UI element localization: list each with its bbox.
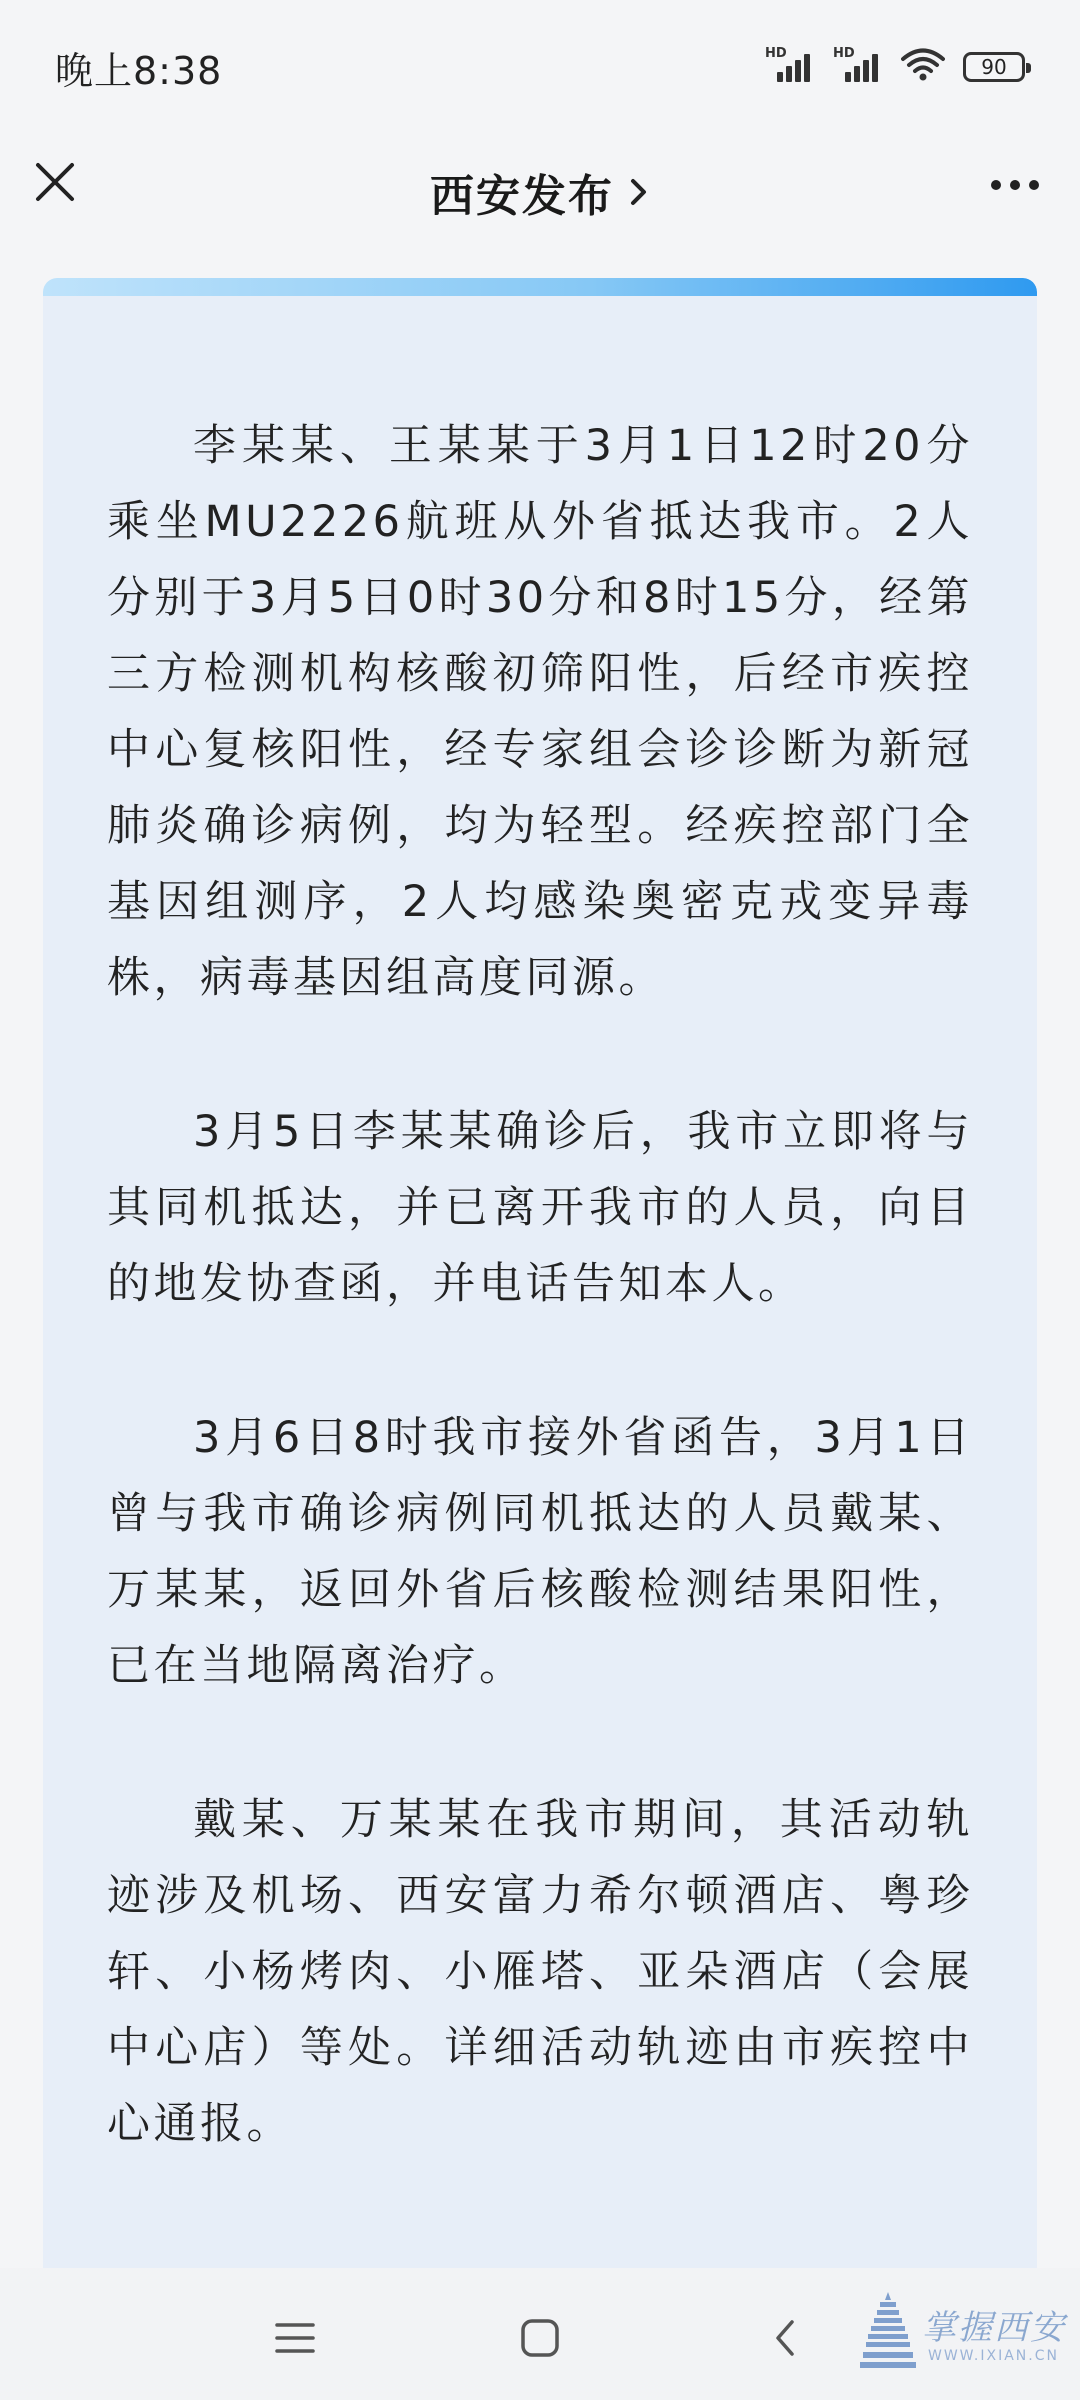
back-icon (770, 2316, 800, 2360)
signal-hd-label: HD (765, 46, 787, 61)
more-icon-dot (1010, 180, 1020, 190)
cellular-signal-icon (833, 46, 883, 82)
more-icon-dot (1029, 180, 1039, 190)
home-icon (519, 2317, 561, 2359)
more-button[interactable] (980, 160, 1050, 210)
status-time: 晚上8:38 (55, 49, 223, 93)
watermark-url: WWW.IXIAN.CN (928, 2348, 1059, 2364)
chevron-right-icon (628, 175, 650, 209)
home-button[interactable] (500, 2298, 580, 2378)
battery-level: 90 (981, 55, 1007, 79)
page-title: 西安发布 (430, 171, 614, 222)
account-title-link[interactable] (0, 160, 1080, 224)
article-card (43, 278, 1037, 2268)
more-icon-dot (991, 180, 1001, 190)
title-bar (0, 130, 1080, 240)
article-paragraph: 李某某、王某某于3月1日12时20分乘坐MU2226航班从外省抵达我市。2人分别于3月5日0时30分和8时15分，经第三方检测机构核酸初筛阳性，后经市疾控中心复核阳性，经专家组会诊诊断为新冠肺炎确诊病例，均为轻型。经疾控部门全基因组测序，2人均感染奥密克戎变异毒株，病毒基因组高度同源。 (107, 421, 973, 1003)
article-body (107, 408, 973, 2240)
status-icons (765, 42, 1025, 82)
cellular-signal-icon (765, 46, 815, 82)
menu-icon (273, 2318, 317, 2358)
pagoda-logo-icon (860, 2290, 916, 2376)
article-paragraph: 戴某、万某某在我市期间，其活动轨迹涉及机场、西安富力希尔顿酒店、粤珍轩、小杨烤肉、小雁塔、亚朵酒店（会展中心店）等处。详细活动轨迹由市疾控中心通报。 (107, 1795, 973, 2149)
signal-hd-label: HD (833, 46, 855, 61)
article-paragraph: 3月6日8时我市接外省函告，3月1日曾与我市确诊病例同机抵达的人员戴某、万某某，返回外省后核酸检测结果阳性，已在当地隔离治疗。 (107, 1413, 973, 1691)
recent-apps-button[interactable] (255, 2298, 335, 2378)
watermark (860, 2290, 1070, 2380)
wifi-icon (901, 48, 945, 82)
status-bar (0, 0, 1080, 130)
card-accent-bar (43, 278, 1037, 296)
watermark-title: 掌握西安 (922, 2308, 1066, 2348)
back-button[interactable] (745, 2298, 825, 2378)
article-paragraph: 3月5日李某某确诊后，我市立即将与其同机抵达，并已离开我市的人员，向目的地发协查函，并电话告知本人。 (107, 1107, 973, 1309)
battery-icon (963, 52, 1025, 82)
